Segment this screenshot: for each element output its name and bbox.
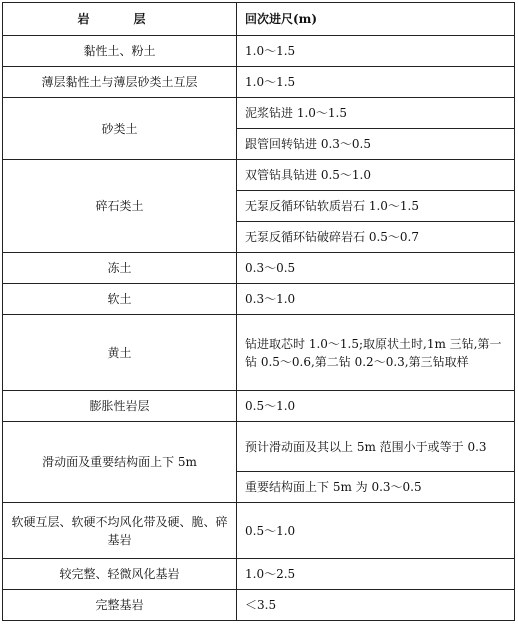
footage-cell: 0.3～1.0 <box>237 284 515 315</box>
layer-cell: 软土 <box>3 284 237 315</box>
footage-cell: 0.5～1.0 <box>237 503 515 559</box>
layer-cell: 薄层黏性土与薄层砂类土互层 <box>3 67 237 98</box>
header-row <box>3 3 515 36</box>
table-row <box>3 503 515 559</box>
layer-cell: 砂类土 <box>3 98 237 160</box>
table-row <box>3 98 515 129</box>
layer-cell: 较完整、轻微风化基岩 <box>3 559 237 590</box>
footage-cell: 1.0～2.5 <box>237 559 515 590</box>
layer-cell: 碎石类土 <box>3 160 237 253</box>
table-row <box>3 160 515 191</box>
footage-cell: 0.3～0.5 <box>237 253 515 284</box>
drilling-footage-table <box>2 2 515 621</box>
header-layer: 岩 层 <box>3 3 237 36</box>
footage-cell: 无泵反循环钻破碎岩石 0.5～0.7 <box>237 222 515 253</box>
layer-cell: 黄土 <box>3 315 237 391</box>
table-row <box>3 559 515 590</box>
table-row <box>3 590 515 621</box>
layer-cell: 膨胀性岩层 <box>3 391 237 422</box>
layer-cell: 软硬互层、软硬不均风化带及硬、脆、碎基岩 <box>3 503 237 559</box>
header-footage: 回次进尺(m) <box>237 3 515 36</box>
footage-cell: 钻进取芯时 1.0～1.5;取原状土时,1m 三钻,第一钻 0.5～0.6,第二钻 0.2～0.3,第三钻取样 <box>237 315 515 391</box>
footage-cell: 0.5～1.0 <box>237 391 515 422</box>
layer-cell: 完整基岩 <box>3 590 237 621</box>
layer-cell: 滑动面及重要结构面上下 5m <box>3 422 237 503</box>
footage-cell: 无泵反循环钻软质岩石 1.0～1.5 <box>237 191 515 222</box>
table-row <box>3 253 515 284</box>
layer-cell: 黏性土、粉土 <box>3 36 237 67</box>
footage-cell: 跟管回转钻进 0.3～0.5 <box>237 129 515 160</box>
table-row <box>3 422 515 472</box>
table-row <box>3 67 515 98</box>
footage-cell: 重要结构面上下 5m 为 0.3～0.5 <box>237 472 515 503</box>
footage-cell: ＜3.5 <box>237 590 515 621</box>
table-row <box>3 315 515 391</box>
table-row <box>3 36 515 67</box>
footage-cell: 泥浆钻进 1.0～1.5 <box>237 98 515 129</box>
footage-cell: 双管钻具钻进 0.5～1.0 <box>237 160 515 191</box>
footage-cell: 1.0～1.5 <box>237 67 515 98</box>
footage-cell: 预计滑动面及其以上 5m 范围小于或等于 0.3 <box>237 422 515 472</box>
layer-cell: 冻土 <box>3 253 237 284</box>
table-row <box>3 284 515 315</box>
footage-cell: 1.0～1.5 <box>237 36 515 67</box>
table-row <box>3 391 515 422</box>
